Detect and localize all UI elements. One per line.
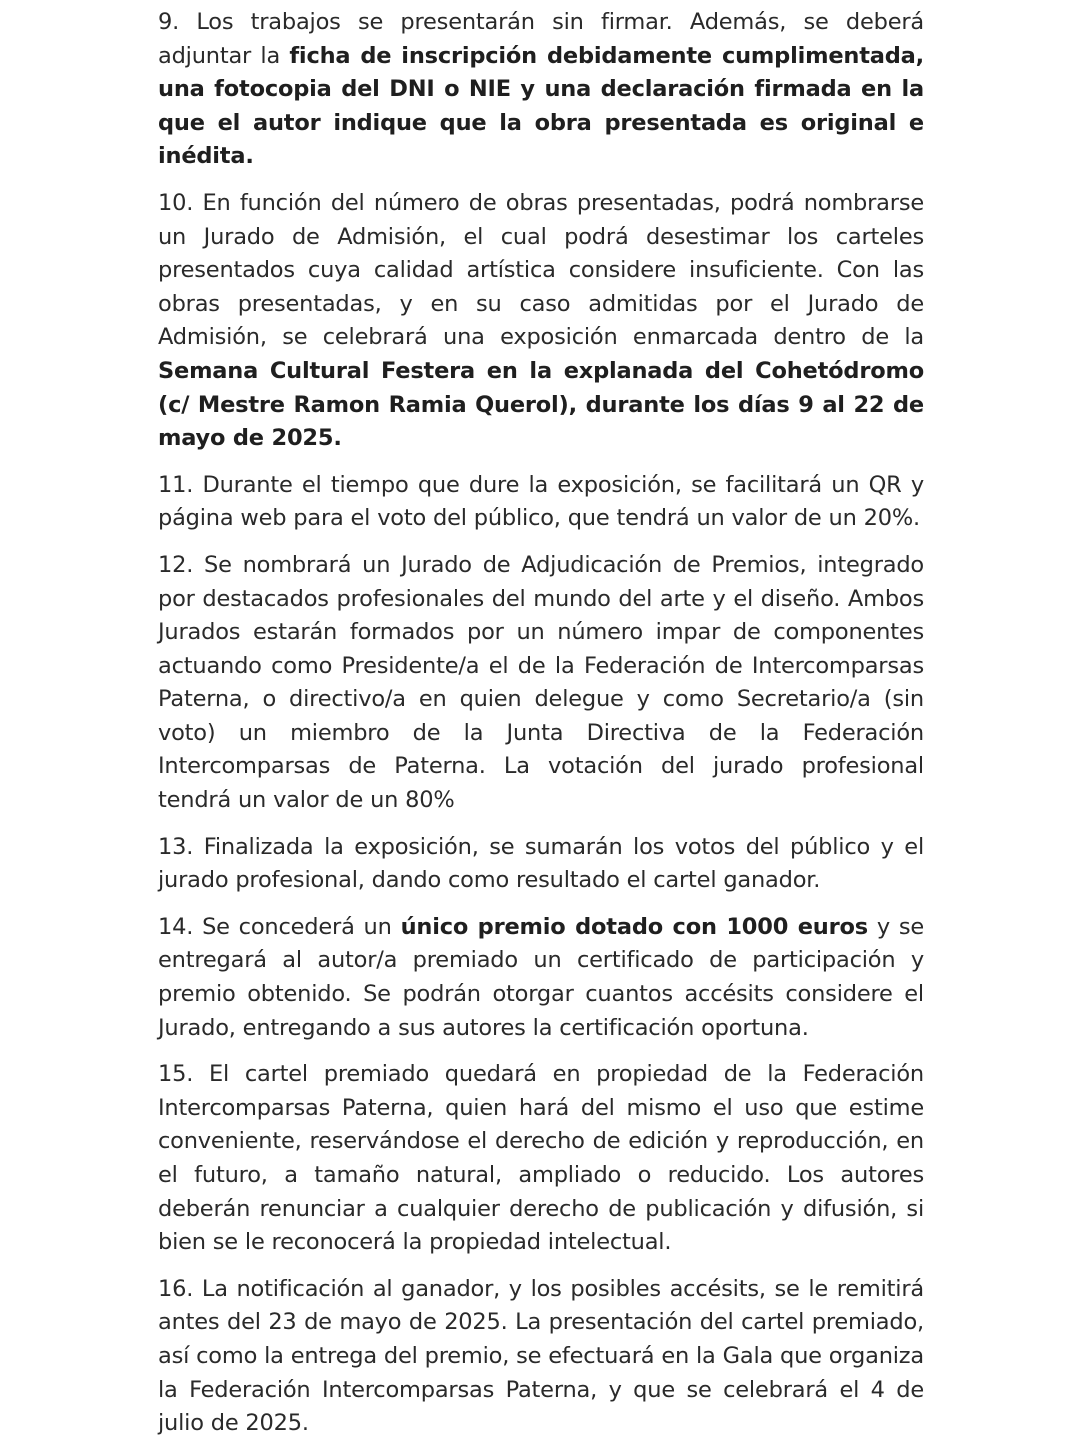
clause-14-text: 14. Se concederá un (158, 913, 401, 940)
clause-12 (158, 549, 924, 818)
clause-9-text: 9. Los trabajos se presentarán sin firmar. Además, se deberá adjuntar la (158, 9, 924, 69)
clause-14 (158, 911, 924, 1045)
clause-15 (158, 1058, 924, 1260)
clause-9-bold-text: ficha de inscripción debidamente cumplimentada, una fotocopia del DNI o NIE y una declaración firmada en la que el autor indique que la obra presentada es original e inédita. (158, 42, 924, 170)
clause-9 (158, 6, 924, 174)
clause-13-text: 13. Finalizada la exposición, se sumarán los votos del público y el jurado profesional, dando como resultado el cartel ganador. (158, 833, 924, 894)
clause-15-text: 15. El cartel premiado quedará en propiedad de la Federación Intercomparsas Paterna, quien hará del mismo el uso que estime conveniente, reservándose el derecho de edición y reproducción, en el futuro, a tamaño natural, ampliado o reducido. Los autores deberán renunciar a cualquier derecho de publicación y difusión, si bien se le reconocerá la propiedad intelectual. (158, 1061, 924, 1256)
clause-11 (158, 469, 924, 536)
clause-10-bold-text: Semana Cultural Festera en la explanada del Cohetódromo (c/ Mestre Ramon Ramia Querol), durante los días 9 al 22 de mayo de 2025. (158, 357, 924, 452)
clause-16 (158, 1273, 924, 1441)
clause-12-text: 12. Se nombrará un Jurado de Adjudicación de Premios, integrado por destacados profesionales del mundo del arte y el diseño. Ambos Jurados estarán formados por un número impar de componentes actuando como Presidente/a el de la Federación de Intercomparsas Paterna, o directivo/a en quien delegue y como Secretario/a (sin voto) un miembro de la Junta Directiva de la Federación Intercomparsas de Paterna. La votación del jurado profesional tendrá un valor de un 80% (158, 551, 924, 814)
document-page (158, 6, 924, 1454)
clause-10 (158, 187, 924, 456)
clause-11-text: 11. Durante el tiempo que dure la exposición, se facilitará un QR y página web para el voto del público, que tendrá un valor de un 20%. (158, 471, 924, 532)
clause-13 (158, 831, 924, 898)
clause-16-text: 16. La notificación al ganador, y los posibles accésits, se le remitirá antes del 23 de mayo de 2025. La presentación del cartel premiado, así como la entrega del premio, se efectuará en la Gala que organiza la Federación Intercomparsas Paterna, y que se celebrará el 4 de julio de 2025. (158, 1275, 924, 1437)
clause-14-bold-text: único premio dotado con 1000 euros (400, 913, 868, 940)
clause-14-text-end: y se entregará al autor/a premiado un certificado de participación y premio obtenido. Se podrán otorgar cuantos accésits considere el Jurado, entregando a sus autores la certificación oportuna. (158, 913, 925, 1041)
clause-10-text: 10. En función del número de obras presentadas, podrá nombrarse un Jurado de Admisión, el cual podrá desestimar los carteles presentados cuya calidad artística considere insuficiente. Con las obras presentadas, y en su caso admitidas por el Jurado de Admisión, se celebrará una exposición enmarcada dentro de la (158, 189, 924, 351)
